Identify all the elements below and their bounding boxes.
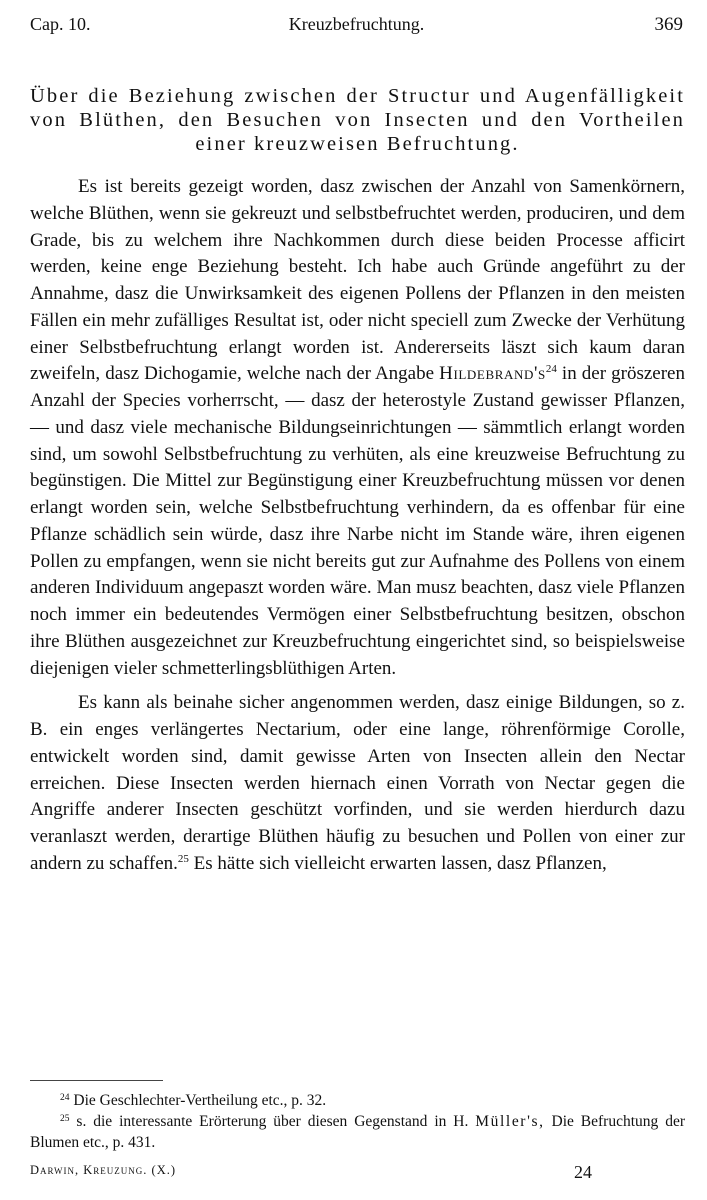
paragraph-2-text-a: Es kann als beinahe sicher angenommen werden, dasz einige Bildungen, so z. B. ein enges verlängertes Nectarium, oder eine lange, röhrenförmige Corolle, entwickelt worden sind, damit gewisse Arten von Insecten allein den Nectar erreichen. Diese Insecten werden hiernach einen Vorrath von Nectar gegen die Angriffe anderer Insecten geschützt vorfinden, und sie werden hierdurch dazu veranlaszt werden, derartige Blüthen häufig zu besuchen und Pollen von einer zur andern zu schaffen.	[30, 692, 685, 874]
paragraph-1-text-a: Es ist bereits gezeigt worden, dasz zwischen der Anzahl von Samenkörnern, welche Blüthen, wenn sie gekreuzt und selbstbefruchtet werden, produciren, und dem Grade, bis zu welchem ihre Nachkommen durch diese beiden Processe afficirt werden, keine enge Beziehung besteht. Ich habe auch Gründe angeführt zu der Annahme, dasz die Unwirksamkeit des eigenen Pollens der Pflanzen in den meisten Fällen ein mehr zufälliges Resultat ist, oder nicht speciell zum Zwecke der Verhütung einer Selbstbefruchtung erlangt worden ist. Andererseits läszt sich kaum daran zweifeln, dasz Dichogamie, welche nach der Angabe	[30, 176, 685, 385]
footnote-text: Die Geschlechter-Vertheilung etc., p. 32.	[73, 1092, 327, 1109]
paragraph-2	[30, 690, 685, 877]
paragraph-2-text-b: Es hätte sich vielleicht erwarten lassen, dasz Pflanzen,	[193, 852, 607, 874]
body-text	[30, 174, 685, 878]
printer-signature: Darwin, Kreuzung. (X.)	[30, 1163, 177, 1177]
footnote-text-a: s. die interessante Erörterung über diesen Gegenstand in H.	[76, 1113, 469, 1130]
running-title: Kreuzbefruchtung.	[288, 14, 425, 34]
footnote-text-b: Die Befruchtung der Blumen etc., p. 431.	[30, 1113, 685, 1151]
author-name-hildebrand: Hildebrand's	[439, 363, 546, 385]
chapter-label: Cap. 10.	[30, 14, 91, 34]
footnote-number: 25	[60, 1114, 70, 1124]
footnote-25	[30, 1111, 685, 1153]
paragraph-1-text-b: in der gröszeren Anzahl der Species vorherrscht, — dasz der heterostyle Zustand gewisser Pflanzen, — und dasz viele mechanische Bildungseinrichtungen — sämmtlich erlangt worden sind, um sowohl Selbstbefruchtung zu verhüten, als eine kreuzweise Befruchtung zu begünstigen. Die Mittel zur Begünstigung einer Kreuzbefruchtung müssen vor denen erlangt worden sein, welche Selbstbefruchtung verhindern, da es offenbar für eine Pflanze schädlich sein würde, dasz ihre Narbe nicht im Stande wäre, ihren eigenen Pollen zu empfangen, wenn sie nicht bereits gut zur Aufnahme des Pollens von einem anderen Individuum angepaszt worden wäre. Man musz beachten, dasz viele Pflanzen noch immer ein bedeutendes Vermögen einer Selbstbefruchtung besitzen, obschon ihre Blüthen ausgezeichnet zur Kreuzbefruchtung eingerichtet sind, so beispielsweise diejenigen vieler schmetterlingsblüthigen Arten.	[30, 363, 685, 679]
signature-number: 24	[574, 1162, 592, 1182]
footnote-ref-24: 24	[545, 363, 557, 376]
footnote-ref-25: 25	[177, 852, 189, 865]
running-head	[30, 14, 683, 44]
page-number: 369	[654, 14, 683, 35]
footnote-24	[30, 1090, 685, 1111]
footnotes	[30, 1090, 685, 1153]
section-heading: Über die Beziehung zwischen der Structur und Augenfälligkeit von Blüthen, den Besuchen von Insecten und den Vortheilen einer kreuzweisen Befruchtung.	[30, 85, 685, 155]
paragraph-1	[30, 174, 685, 682]
footnote-number: 24	[60, 1093, 70, 1103]
footnote-divider	[30, 1080, 163, 1081]
footnote-author-mueller: Müller's,	[475, 1113, 545, 1130]
